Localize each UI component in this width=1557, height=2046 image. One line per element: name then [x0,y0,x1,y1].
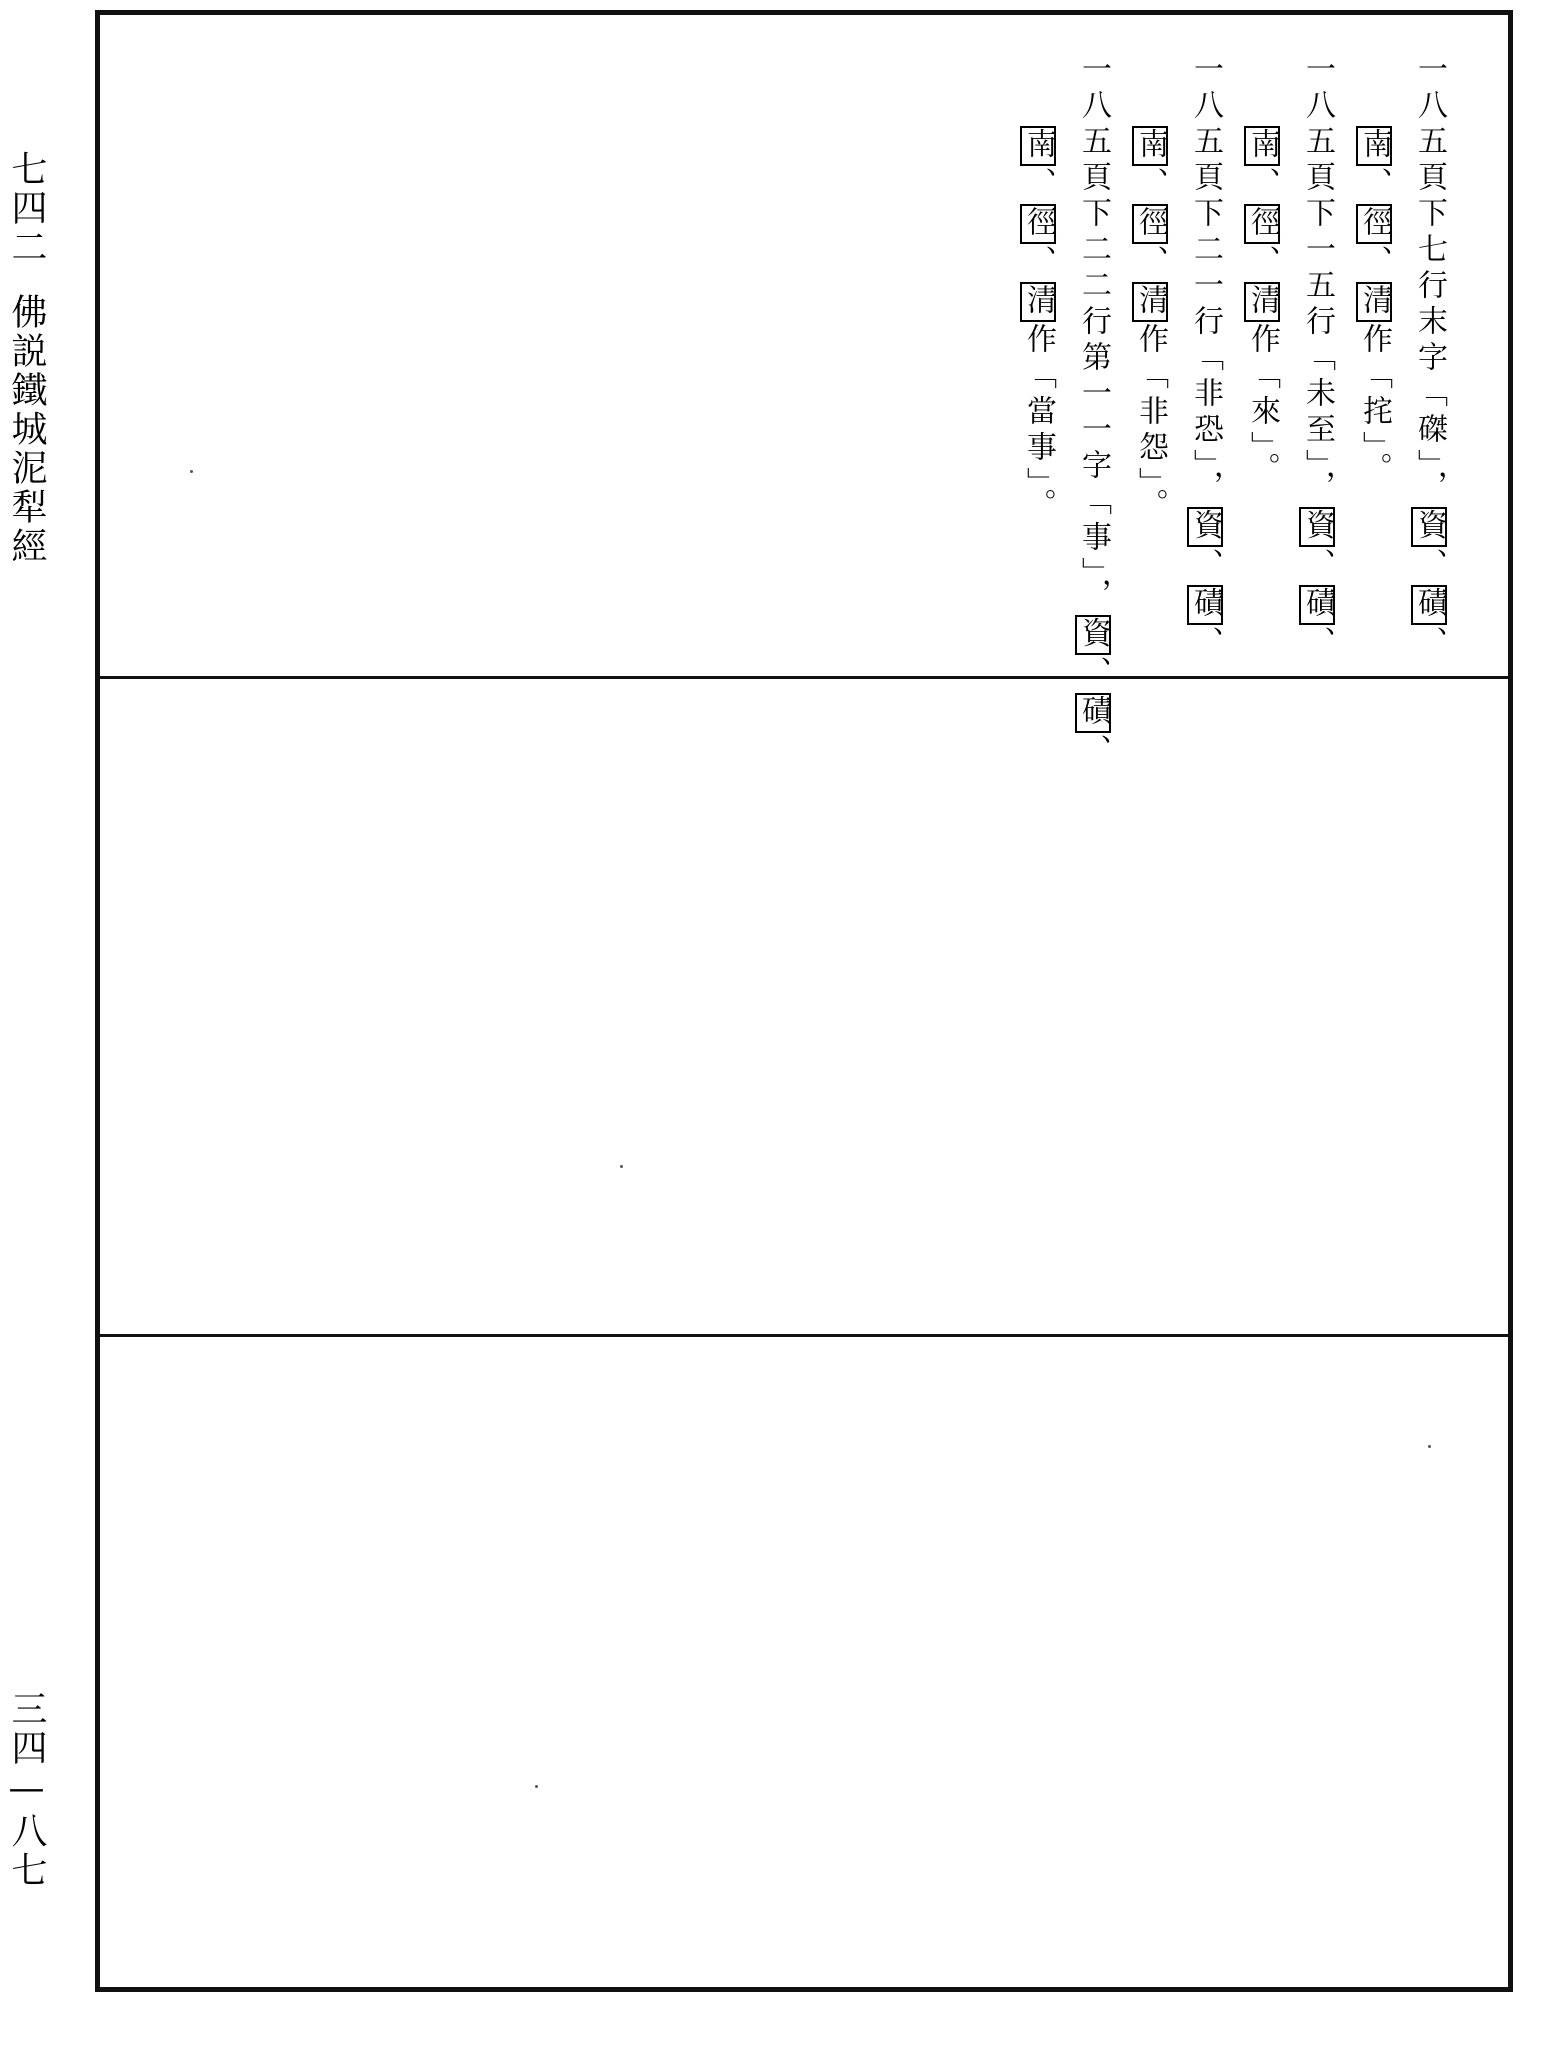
note-text: 一八五頁下二一行「非恐」， [1188,53,1223,506]
edition-siglum: 南 [1021,128,1056,164]
page-number: 三四—八七 [6,1690,47,1890]
sutra-title: 佛説鐵城泥犁經 [6,293,47,566]
note-text: 、 [1021,167,1056,203]
note-text: 、 [1357,167,1392,203]
collation-note-column [1411,53,1447,662]
collation-note-column [1075,53,1111,770]
collation-note-column [1356,125,1392,488]
collation-note-column [1020,125,1056,524]
note-text: 、 [1245,245,1280,281]
note-text: 、 [1133,245,1168,281]
edition-siglum: 資 [1188,509,1223,545]
note-text: 、 [1076,734,1111,770]
note-text: 、 [1412,626,1447,662]
note-text: 、 [1300,548,1335,584]
edition-siglum: 磧 [1188,587,1223,623]
edition-siglum: 南 [1133,128,1168,164]
edition-siglum: 徑 [1245,206,1280,242]
note-text: 、 [1021,245,1056,281]
collation-note-column [1299,53,1335,662]
empty-panel-bottom [100,1337,1508,1987]
note-text: 、 [1133,167,1168,203]
edition-siglum: 南 [1245,128,1280,164]
note-text: 作「當事」。 [1021,323,1056,524]
edition-siglum: 南 [1357,128,1392,164]
empty-panel-middle [100,679,1508,1334]
note-text: 、 [1245,167,1280,203]
collation-notes-panel [100,15,1508,770]
edition-siglum: 資 [1300,509,1335,545]
note-text: 、 [1188,548,1223,584]
scan-speck [535,1785,538,1788]
note-text: 作「非怨」。 [1133,323,1168,524]
edition-siglum: 清 [1021,284,1056,320]
edition-siglum: 清 [1133,284,1168,320]
edition-siglum: 清 [1357,284,1392,320]
edition-siglum: 徑 [1357,206,1392,242]
margin-header [6,150,47,566]
edition-siglum: 徑 [1021,206,1056,242]
page-frame [95,10,1513,1992]
note-text: 、 [1188,626,1223,662]
note-text: 、 [1357,245,1392,281]
note-text: 一八五頁下一五行「未至」， [1300,53,1335,506]
note-text: 、 [1076,656,1111,692]
edition-siglum: 磧 [1076,695,1111,731]
edition-siglum: 清 [1245,284,1280,320]
note-text: 、 [1300,626,1335,662]
edition-siglum: 徑 [1133,206,1168,242]
note-text: 一八五頁下二二行第一一字「事」， [1076,53,1111,614]
edition-siglum: 資 [1076,617,1111,653]
collation-note-column [1132,125,1168,524]
note-text: 作「來」。 [1245,323,1280,488]
scan-speck [1428,1445,1431,1448]
edition-siglum: 磧 [1412,587,1447,623]
note-text: 作「挓」。 [1357,323,1392,488]
note-text: 一八五頁下七行末字「磔」， [1412,53,1447,506]
volume-number: 七四二 [6,150,47,267]
collation-note-column [1244,125,1280,488]
edition-siglum: 磧 [1300,587,1335,623]
scan-speck [620,1165,623,1168]
collation-note-column [1187,53,1223,662]
scan-speck [190,470,193,473]
note-text: 、 [1412,548,1447,584]
edition-siglum: 資 [1412,509,1447,545]
